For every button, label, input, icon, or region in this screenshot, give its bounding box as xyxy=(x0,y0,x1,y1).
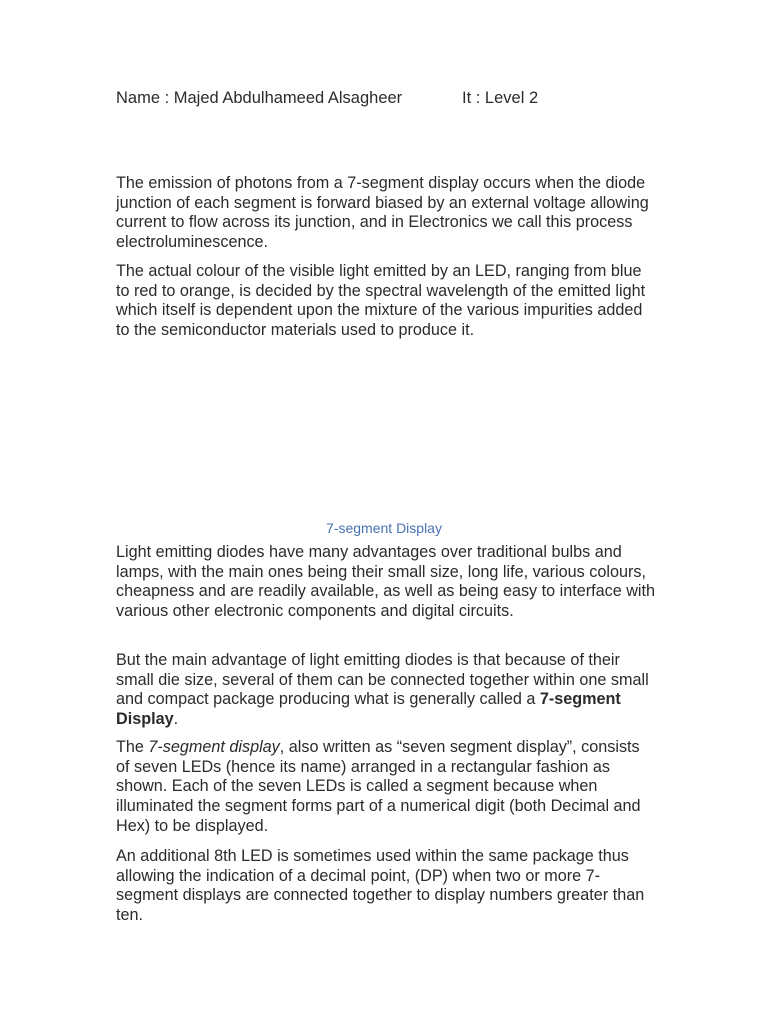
intro-paragraph-1: The emission of photons from a 7-segment display occurs when the diode junction of each segment is forward biased by an external voltage allowing current to flow across its junction, and in Electronics we call this process electroluminescence. xyxy=(116,174,649,252)
section-paragraph-3-rest: , also written as “seven segment display”, consists of seven LEDs (hence its name) arranged in a rectangular fashion as shown. Each of the seven LEDs is called a segment because when illuminated the segment forms part of a numerical digit (both Decimal and Hex) to be displayed. xyxy=(116,738,641,835)
section-paragraph-1: Light emitting diodes have many advantages over traditional bulbs and lamps, with the main ones being their small size, long life, various colours, cheapness and are readily available, as well as being easy to interface with various other electronic components and digital circuits. xyxy=(116,543,656,621)
intro-paragraph-2: The actual colour of the visible light emitted by an LED, ranging from blue to red to orange, is decided by the spectral wavelength of the emitted light which itself is dependent upon the mixture of the various impurities added to the semiconductor materials used to produce it. xyxy=(116,262,646,340)
header-line xyxy=(116,88,656,108)
section-paragraph-2-text: But the main advantage of light emitting diodes is that because of their small die size, several of them can be connected together within one small and compact package producing what is generally called a xyxy=(116,651,649,709)
section-paragraph-4: An additional 8th LED is sometimes used within the same package thus allowing the indication of a decimal point, (DP) when two or more 7-segment displays are connected together to display numbers greater than ten. xyxy=(116,847,645,925)
student-name: Name : Majed Abdulhameed Alsagheer xyxy=(116,89,403,107)
it-level: It : Level 2 xyxy=(462,89,539,107)
seven-segment-bold-term: 7-segment Display xyxy=(116,690,621,729)
section-paragraph-3 xyxy=(116,738,656,837)
section-paragraph-3-start: The xyxy=(116,738,149,756)
section-paragraph-2-end: . xyxy=(173,710,179,729)
section-paragraph-2 xyxy=(116,651,656,730)
seven-segment-italic-term: 7-segment display xyxy=(148,738,280,756)
section-heading: 7-segment Display xyxy=(326,520,442,536)
